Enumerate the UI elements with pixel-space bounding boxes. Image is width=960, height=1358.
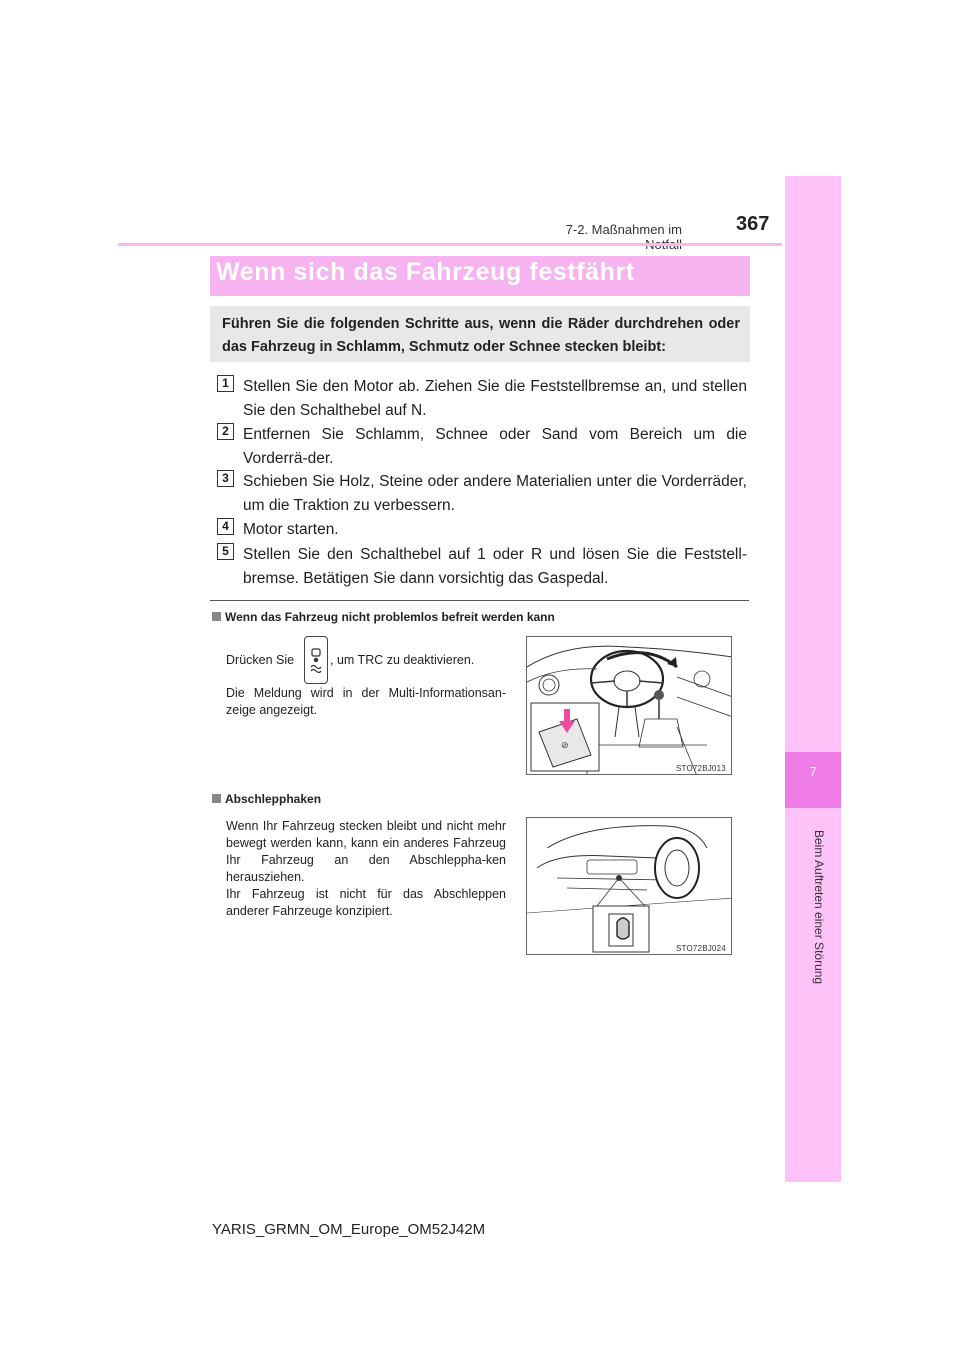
chapter-side-band: [785, 176, 841, 1182]
tow-hook-text-1: Wenn Ihr Fahrzeug stecken bleibt und nicht mehr bewegt werden kann, kann ein anderes Fahrzeug Ihr Fahrzeug an den Abschleppha-ken herausziehen.: [226, 819, 506, 884]
section-divider: [210, 600, 749, 601]
step-number-3: 3: [217, 470, 234, 487]
step-text-2: Entfernen Sie Schlamm, Schnee oder Sand vom Bereich um die Vorderrä-der.: [243, 426, 747, 467]
bullet-square-icon: [212, 794, 221, 803]
tow-hook-heading: Abschlepphaken: [212, 792, 321, 806]
intro-text: Führen Sie die folgenden Schritte aus, wenn die Räder durchdrehen oder das Fahrzeug in Schlamm, Schmutz oder Schnee stecken bleibt:: [222, 316, 740, 355]
trc-heading: Wenn das Fahrzeug nicht problemlos befreit werden kann: [212, 610, 555, 624]
trc-button-figure: [526, 636, 732, 775]
page-number: 367: [736, 213, 770, 235]
step-number-1: 1: [217, 375, 234, 392]
trc-off-button-icon: [304, 636, 328, 684]
figure-label-2: STO72BJ024: [676, 944, 726, 953]
trc-message-text: Die Meldung wird in der Multi-Informationsan-zeige angezeigt.: [226, 686, 506, 717]
svg-text:⊘: ⊘: [561, 740, 569, 750]
tow-hook-figure: [526, 817, 732, 955]
trc-press-before: Drücken Sie: [226, 653, 295, 667]
tow-hook-text-2: Ihr Fahrzeug ist nicht für das Abschleppen anderer Fahrzeuge konzipiert.: [226, 887, 506, 918]
step-text-5: Stellen Sie den Schalthebel auf 1 oder R und lösen Sie die Feststell-bremse. Betätigen Sie dann vorsichtig das Gaspedal.: [243, 546, 747, 587]
trc-press-after: , um TRC zu deaktivieren.: [330, 653, 475, 667]
figure-label-1: STO72BJ013: [676, 764, 726, 773]
step-number-2: 2: [217, 423, 234, 440]
step-text-4: Motor starten.: [243, 521, 339, 538]
chapter-number-box: [785, 752, 841, 808]
section-title: 7-2. Maßnahmen im: [565, 222, 682, 237]
step-text-1: Stellen Sie den Motor ab. Ziehen Sie die Feststellbremse an, und stellen Sie den Schalthebel auf N.: [243, 378, 747, 419]
chapter-number: 7: [809, 764, 817, 779]
step-number-5: 5: [217, 543, 234, 560]
bullet-square-icon: [212, 612, 221, 621]
step-text-3: Schieben Sie Holz, Steine oder andere Materialien unter die Vorderräder, um die Traktion zu verbessern.: [243, 473, 747, 514]
page-title: Wenn sich das Fahrzeug festfährt: [216, 258, 635, 286]
header-rule: [118, 243, 782, 246]
step-number-4: 4: [217, 518, 234, 535]
chapter-title: Beim Auftreten einer Störung: [812, 830, 826, 985]
document-code: YARIS_GRMN_OM_Europe_OM52J42M: [212, 1221, 486, 1238]
